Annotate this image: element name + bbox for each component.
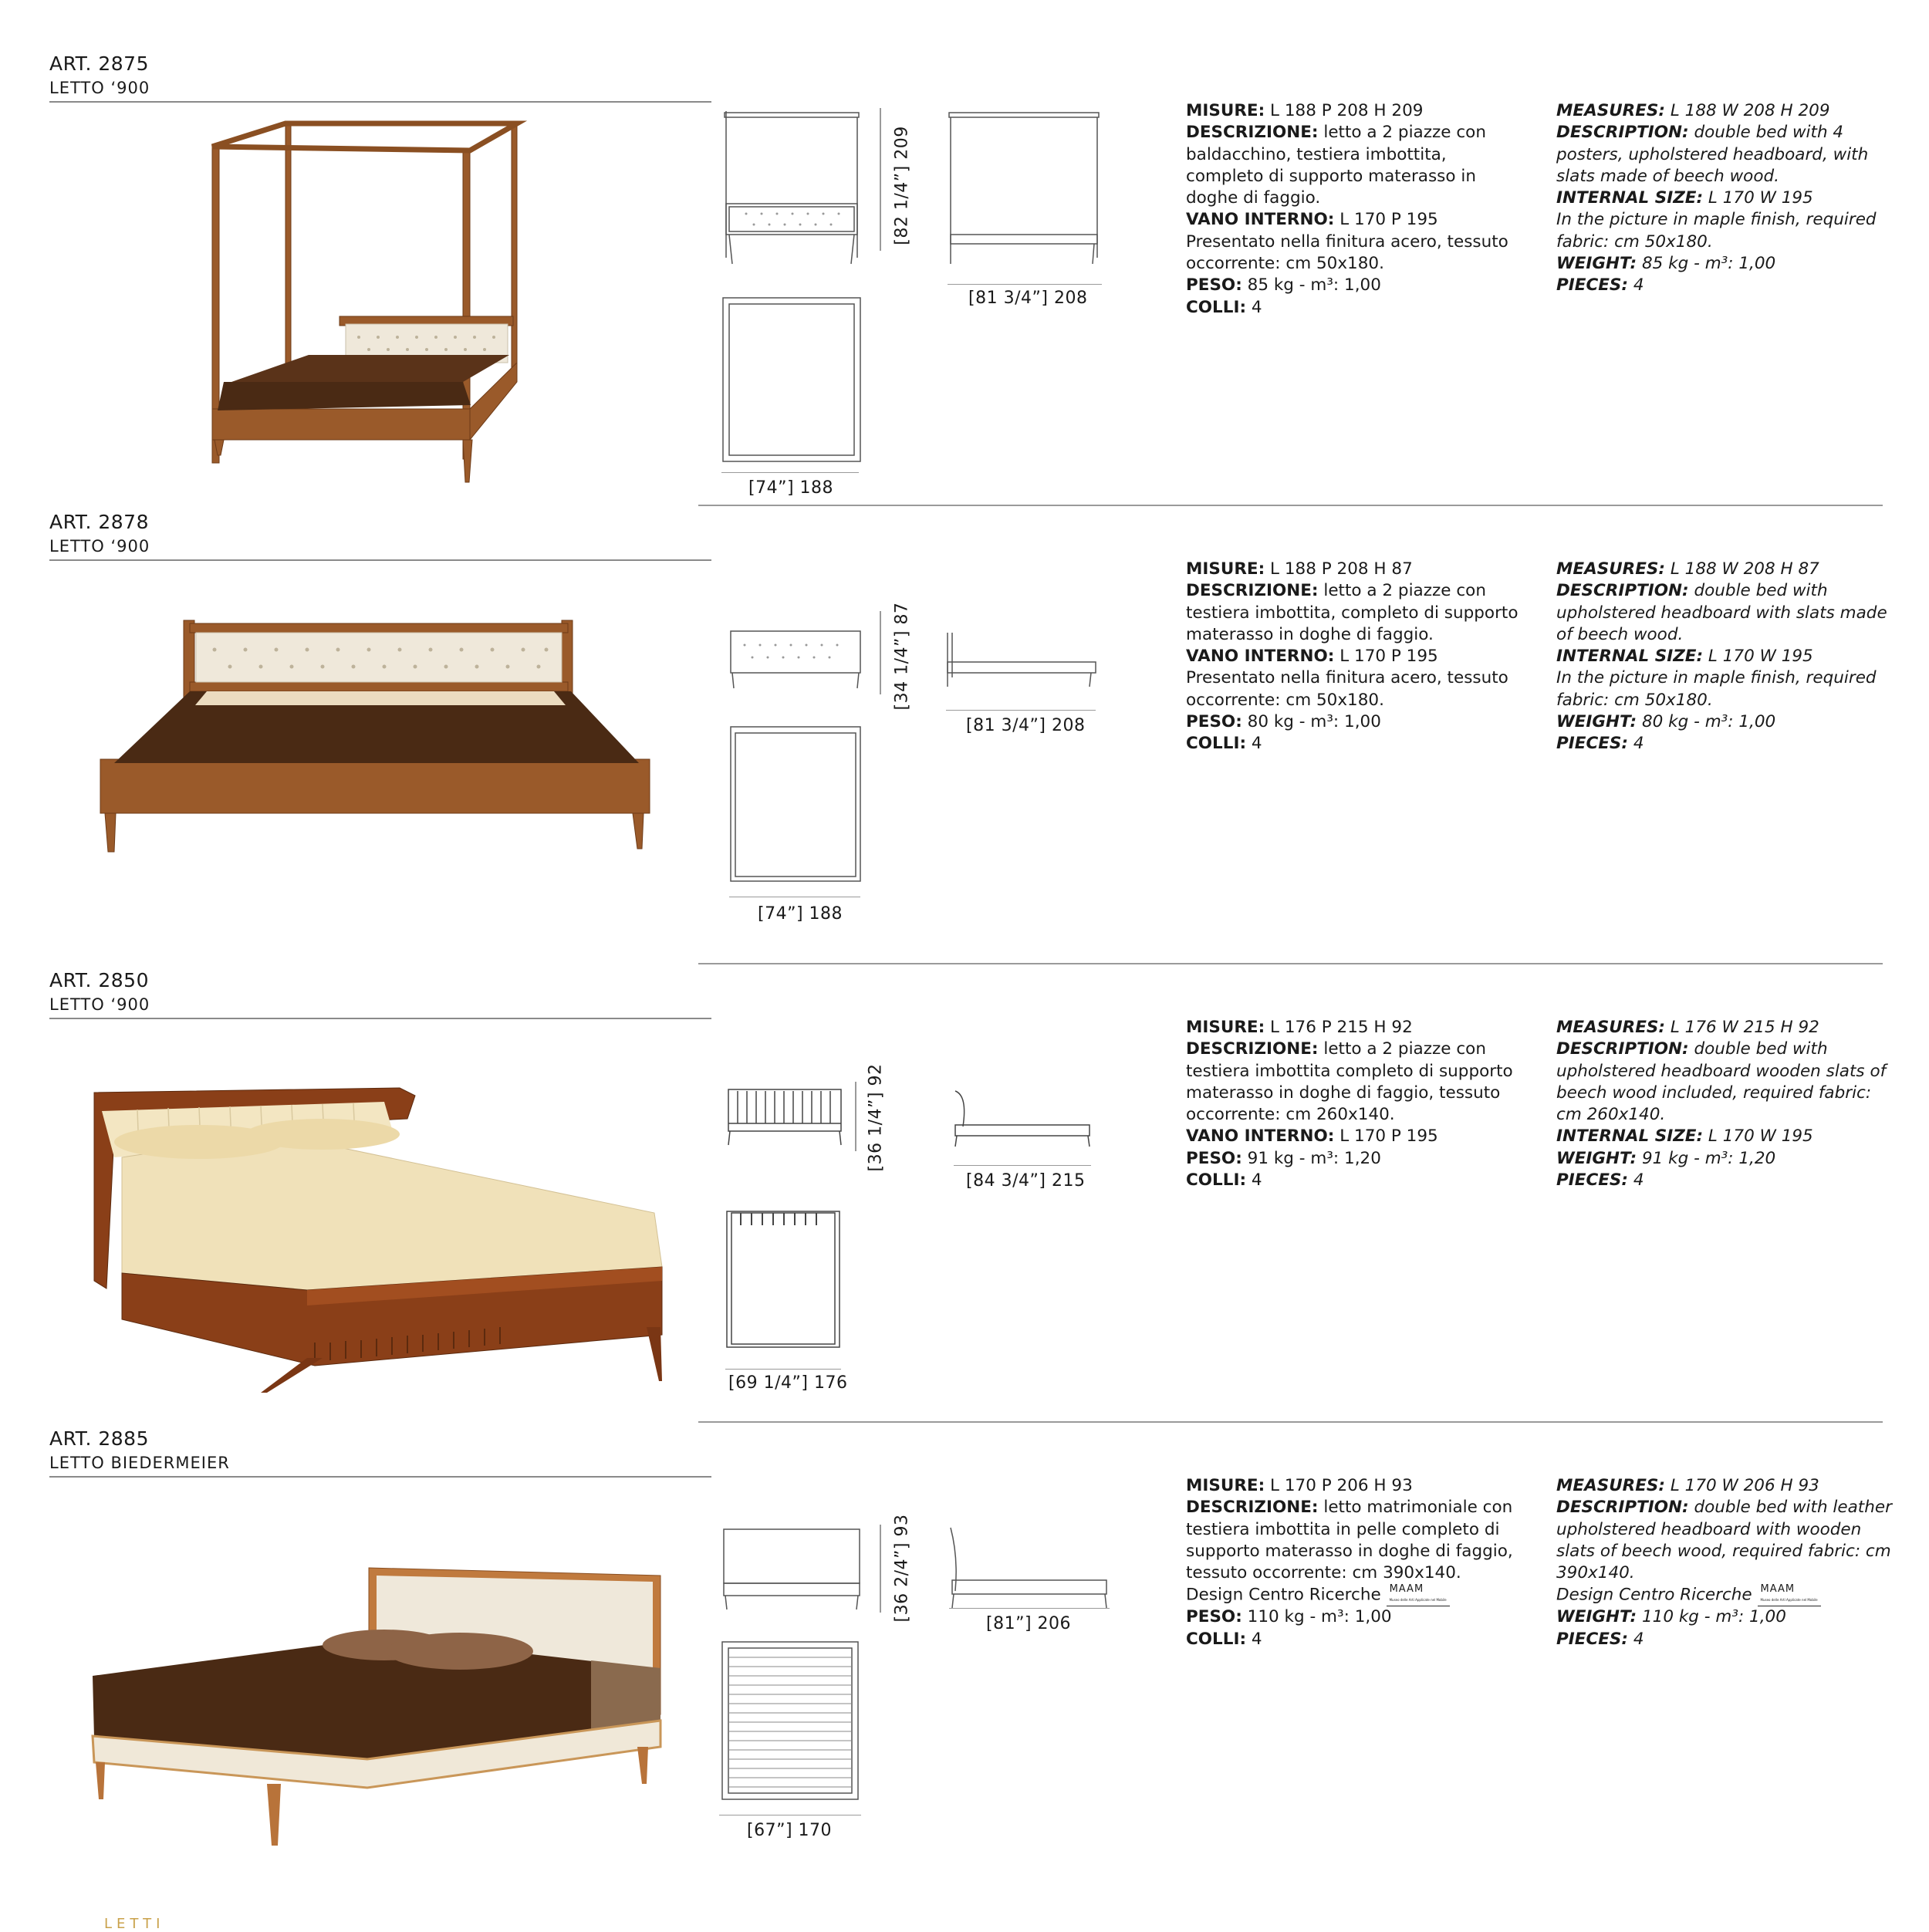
dimension-line xyxy=(880,611,881,694)
maam-logo: MAAM Museo delle Arti Applicate nel Mobile xyxy=(1387,1584,1450,1606)
description-italian: MISURE: L 188 P 208 H 209 DESCRIZIONE: letto a 2 piazze con baldacchino, testiera imbottita, completo di supporto materasso in doghe di faggio. VANO INTERNO: L 170 P 195 Presentato nella finitura acero, tessuto occorrente: cm 50x180. PESO: 85 kg - m³: 1,00 COLLI: 4 xyxy=(1186,101,1508,317)
depth-dimension: [81 3/4”] 208 xyxy=(966,716,1086,735)
width-dimension: [67”] 170 xyxy=(747,1821,833,1840)
article-number: ART. 2885 xyxy=(49,1427,149,1450)
description-english: MEASURES: L 176 W 215 H 92 DESCRIPTION: double bed with upholstered headboard wooden slats of beech wood included, required fabric: cm 260x140. INTERNAL SIZE: L 170 W 195 WEIGHT: 91 kg - m³: 1,20 PIECES: 4 xyxy=(1556,1018,1887,1191)
article-number: ART. 2850 xyxy=(49,969,149,991)
drawing-front-view xyxy=(729,630,862,691)
drawing-side-view xyxy=(948,111,1102,265)
article-number: ART. 2878 xyxy=(49,511,149,533)
dimension-line xyxy=(954,1165,1091,1166)
depth-dimension: [84 3/4”] 215 xyxy=(966,1171,1086,1191)
bed-photo-curved xyxy=(91,1088,662,1397)
article-name: LETTO ‘900 xyxy=(49,537,150,556)
bed-photo-biedermeier xyxy=(90,1568,664,1846)
drawing-side-view xyxy=(952,1088,1091,1150)
drawing-top-view xyxy=(721,296,862,466)
drawing-front-view xyxy=(723,111,862,265)
depth-dimension: [81 3/4”] 208 xyxy=(968,289,1088,308)
description-italian: MISURE: L 176 P 215 H 92 DESCRIZIONE: letto a 2 piazze con testiera imbottita completo di supporto materasso in doghe di faggio, tessuto occorrente: cm 260x140. VANO INTERNO: L 170 P 195 PESO: 91 kg - m³: 1,20 COLLI: 4 xyxy=(1186,1018,1513,1191)
product-section-2885 xyxy=(0,1375,1929,1840)
article-name: LETTO BIEDERMEIER xyxy=(49,1454,230,1472)
drawing-front-view xyxy=(727,1088,843,1150)
product-section-2850 xyxy=(0,917,1929,1393)
dimension-line xyxy=(725,1369,841,1370)
bed-photo-canopy xyxy=(193,116,579,494)
article-name: LETTO ‘900 xyxy=(49,79,150,97)
drawing-top-view xyxy=(729,725,862,887)
height-dimension: [34 1/4”] 87 xyxy=(892,602,912,711)
drawing-top-view xyxy=(721,1640,860,1802)
product-section-2878 xyxy=(0,458,1929,924)
drawing-side-view xyxy=(944,631,1099,693)
title-rule xyxy=(49,559,711,561)
description-italian: MISURE: L 170 P 206 H 93 DESCRIZIONE: letto matrimoniale con testiera imbottita in pelle completo di supporto materasso in doghe di faggio, tessuto occorrente: cm 390x140. Design Centro Ricerche MAAM Museo delle Arti Applicate nel Mobile PESO: 110 kg - m³: 1,00 COLLI: 4 xyxy=(1186,1476,1513,1649)
article-name: LETTO ‘900 xyxy=(49,995,150,1014)
width-dimension: [74”] 188 xyxy=(758,904,843,924)
title-rule xyxy=(49,101,711,103)
dimension-line xyxy=(948,284,1102,285)
dimension-line xyxy=(946,710,1096,711)
description-english: MEASURES: L 188 W 208 H 87 DESCRIPTION: double bed with upholstered headboard with slats made of beech wood. INTERNAL SIZE: L 170 W 195 In the picture in maple finish, required fabric: cm 50x180. WEIGHT: 80 kg - m³: 1,00 PIECES: 4 xyxy=(1556,559,1887,754)
footer-brand: LETTI xyxy=(104,1916,165,1932)
product-section-2875 xyxy=(0,0,1929,498)
title-rule xyxy=(49,1018,711,1019)
drawing-side-view xyxy=(948,1526,1110,1611)
depth-dimension: [81”] 206 xyxy=(986,1614,1072,1633)
drawing-top-view xyxy=(725,1210,841,1350)
drawing-front-view xyxy=(722,1528,861,1613)
article-number: ART. 2875 xyxy=(49,52,149,75)
description-english: MEASURES: L 188 W 208 H 209 DESCRIPTION: double bed with 4 posters, upholstered headboard, with slats made of beech wood. INTERNAL SIZE: L 170 W 195 In the picture in maple finish, required fabric: cm 50x180. WEIGHT: 85 kg - m³: 1,00 PIECES: 4 xyxy=(1556,101,1877,296)
width-dimension: [69 1/4”] 176 xyxy=(728,1373,848,1393)
dimension-line xyxy=(855,1082,856,1151)
maam-logo: MAAM Museo delle Arti Applicate nel Mobile xyxy=(1758,1584,1821,1606)
dimension-line xyxy=(949,1608,1110,1609)
dimension-line xyxy=(880,108,881,251)
dimension-line xyxy=(880,1525,881,1613)
height-dimension: [82 1/4”] 209 xyxy=(892,126,912,245)
bed-photo-upholstered xyxy=(99,620,654,852)
title-rule xyxy=(49,1476,711,1478)
width-dimension: [74”] 188 xyxy=(748,478,834,498)
description-english: MEASURES: L 170 W 206 H 93 DESCRIPTION: double bed with leather upholstered headboard with wooden slats of beech wood, required fabric: cm 390x140. Design Centro Ricerche MAAM Museo delle Arti Applicate nel Mobile WEIGHT: 110 kg - m³: 1,00 PIECES: 4 xyxy=(1556,1476,1892,1649)
height-dimension: [36 1/4”] 92 xyxy=(866,1063,886,1172)
description-italian: MISURE: L 188 P 208 H 87 DESCRIZIONE: letto a 2 piazze con testiera imbottita, completo di supporto materasso in doghe di faggio. VANO INTERNO: L 170 P 195 Presentato nella finitura acero, tessuto occorrente: cm 50x180. PESO: 80 kg - m³: 1,00 COLLI: 4 xyxy=(1186,559,1519,754)
height-dimension: [36 2/4”] 93 xyxy=(892,1514,912,1623)
